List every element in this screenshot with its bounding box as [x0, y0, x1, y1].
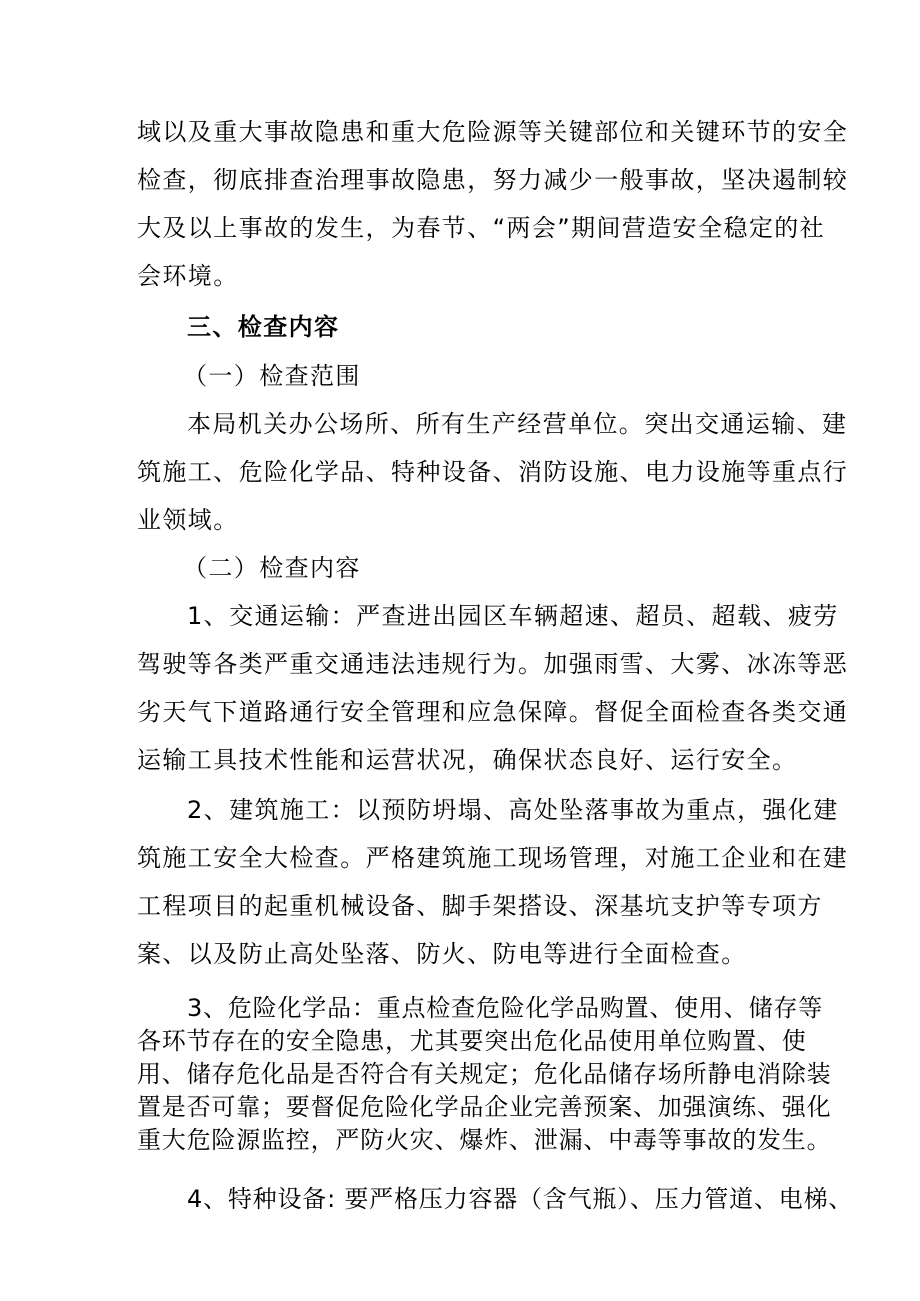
item-3-line-1: 3、危险化学品：重点检查危险化学品购置、使用、储存等	[187, 994, 824, 1022]
item-2-line-3: 工程项目的起重机械设备、脚手架搭设、深基坑支护等专项方	[137, 892, 823, 920]
scope-line-1: 本局机关办公场所、所有生产经营单位。突出交通运输、建	[187, 410, 848, 438]
item-2-line-2: 筑施工安全大检查。严格建筑施工现场管理，对施工企业和在建	[137, 844, 849, 872]
item-1-line-3: 劣天气下道路通行安全管理和应急保障。督促全面检查各类交通	[137, 698, 849, 726]
item-3-line-4: 置是否可靠；要督促危险化学品企业完善预案、加强演练、强化	[137, 1093, 832, 1121]
scope-line-2: 筑施工、危险化学品、特种设备、消防设施、电力设施等重点行	[137, 458, 849, 486]
subsection-scope-title: （一）检查范围	[183, 362, 361, 390]
item-1-line-1: 1、交通运输：严查进出园区车辆超速、超员、超载、疲劳	[187, 602, 839, 630]
item-3-line-5: 重大危险源监控，严防火灾、爆炸、泄漏、中毒等事故的发生。	[137, 1126, 832, 1154]
item-3-line-3: 用、储存危化品是否符合有关规定；危化品储存场所静电消除装	[137, 1060, 832, 1088]
intro-line-4: 会环境。	[137, 262, 239, 290]
item-1-line-2: 驾驶等各类严重交通违法违规行为。加强雨雪、大雾、冰冻等恶	[137, 650, 849, 678]
intro-line-3: 大及以上事故的发生，为春节、“两会”期间营造安全稳定的社	[137, 214, 826, 242]
intro-line-2: 检查，彻底排查治理事故隐患，努力减少一般事故，坚决遏制较	[137, 166, 849, 194]
item-2-line-1: 2、建筑施工：以预防坍塌、高处坠落事故为重点，强化建	[187, 796, 839, 824]
item-1-line-4: 运输工具技术性能和运营状况，确保状态良好、运行安全。	[137, 746, 798, 774]
item-3-line-2: 各环节存在的安全隐患，尤其要突出危化品使用单位购置、使	[137, 1027, 807, 1055]
item-2-line-4: 案、以及防止高处坠落、防火、防电等进行全面检查。	[137, 940, 747, 968]
intro-line-1: 域以及重大事故隐患和重大危险源等关键部位和关键环节的安全	[137, 118, 849, 146]
scope-line-3: 业领域。	[137, 506, 239, 534]
section-title: 三、检查内容	[187, 313, 340, 341]
item-4-line-1: 4、特种设备: 要严格压力容器（含气瓶）、压力管道、电梯、	[187, 1185, 854, 1213]
subsection-content-title: （二）检查内容	[183, 554, 361, 582]
